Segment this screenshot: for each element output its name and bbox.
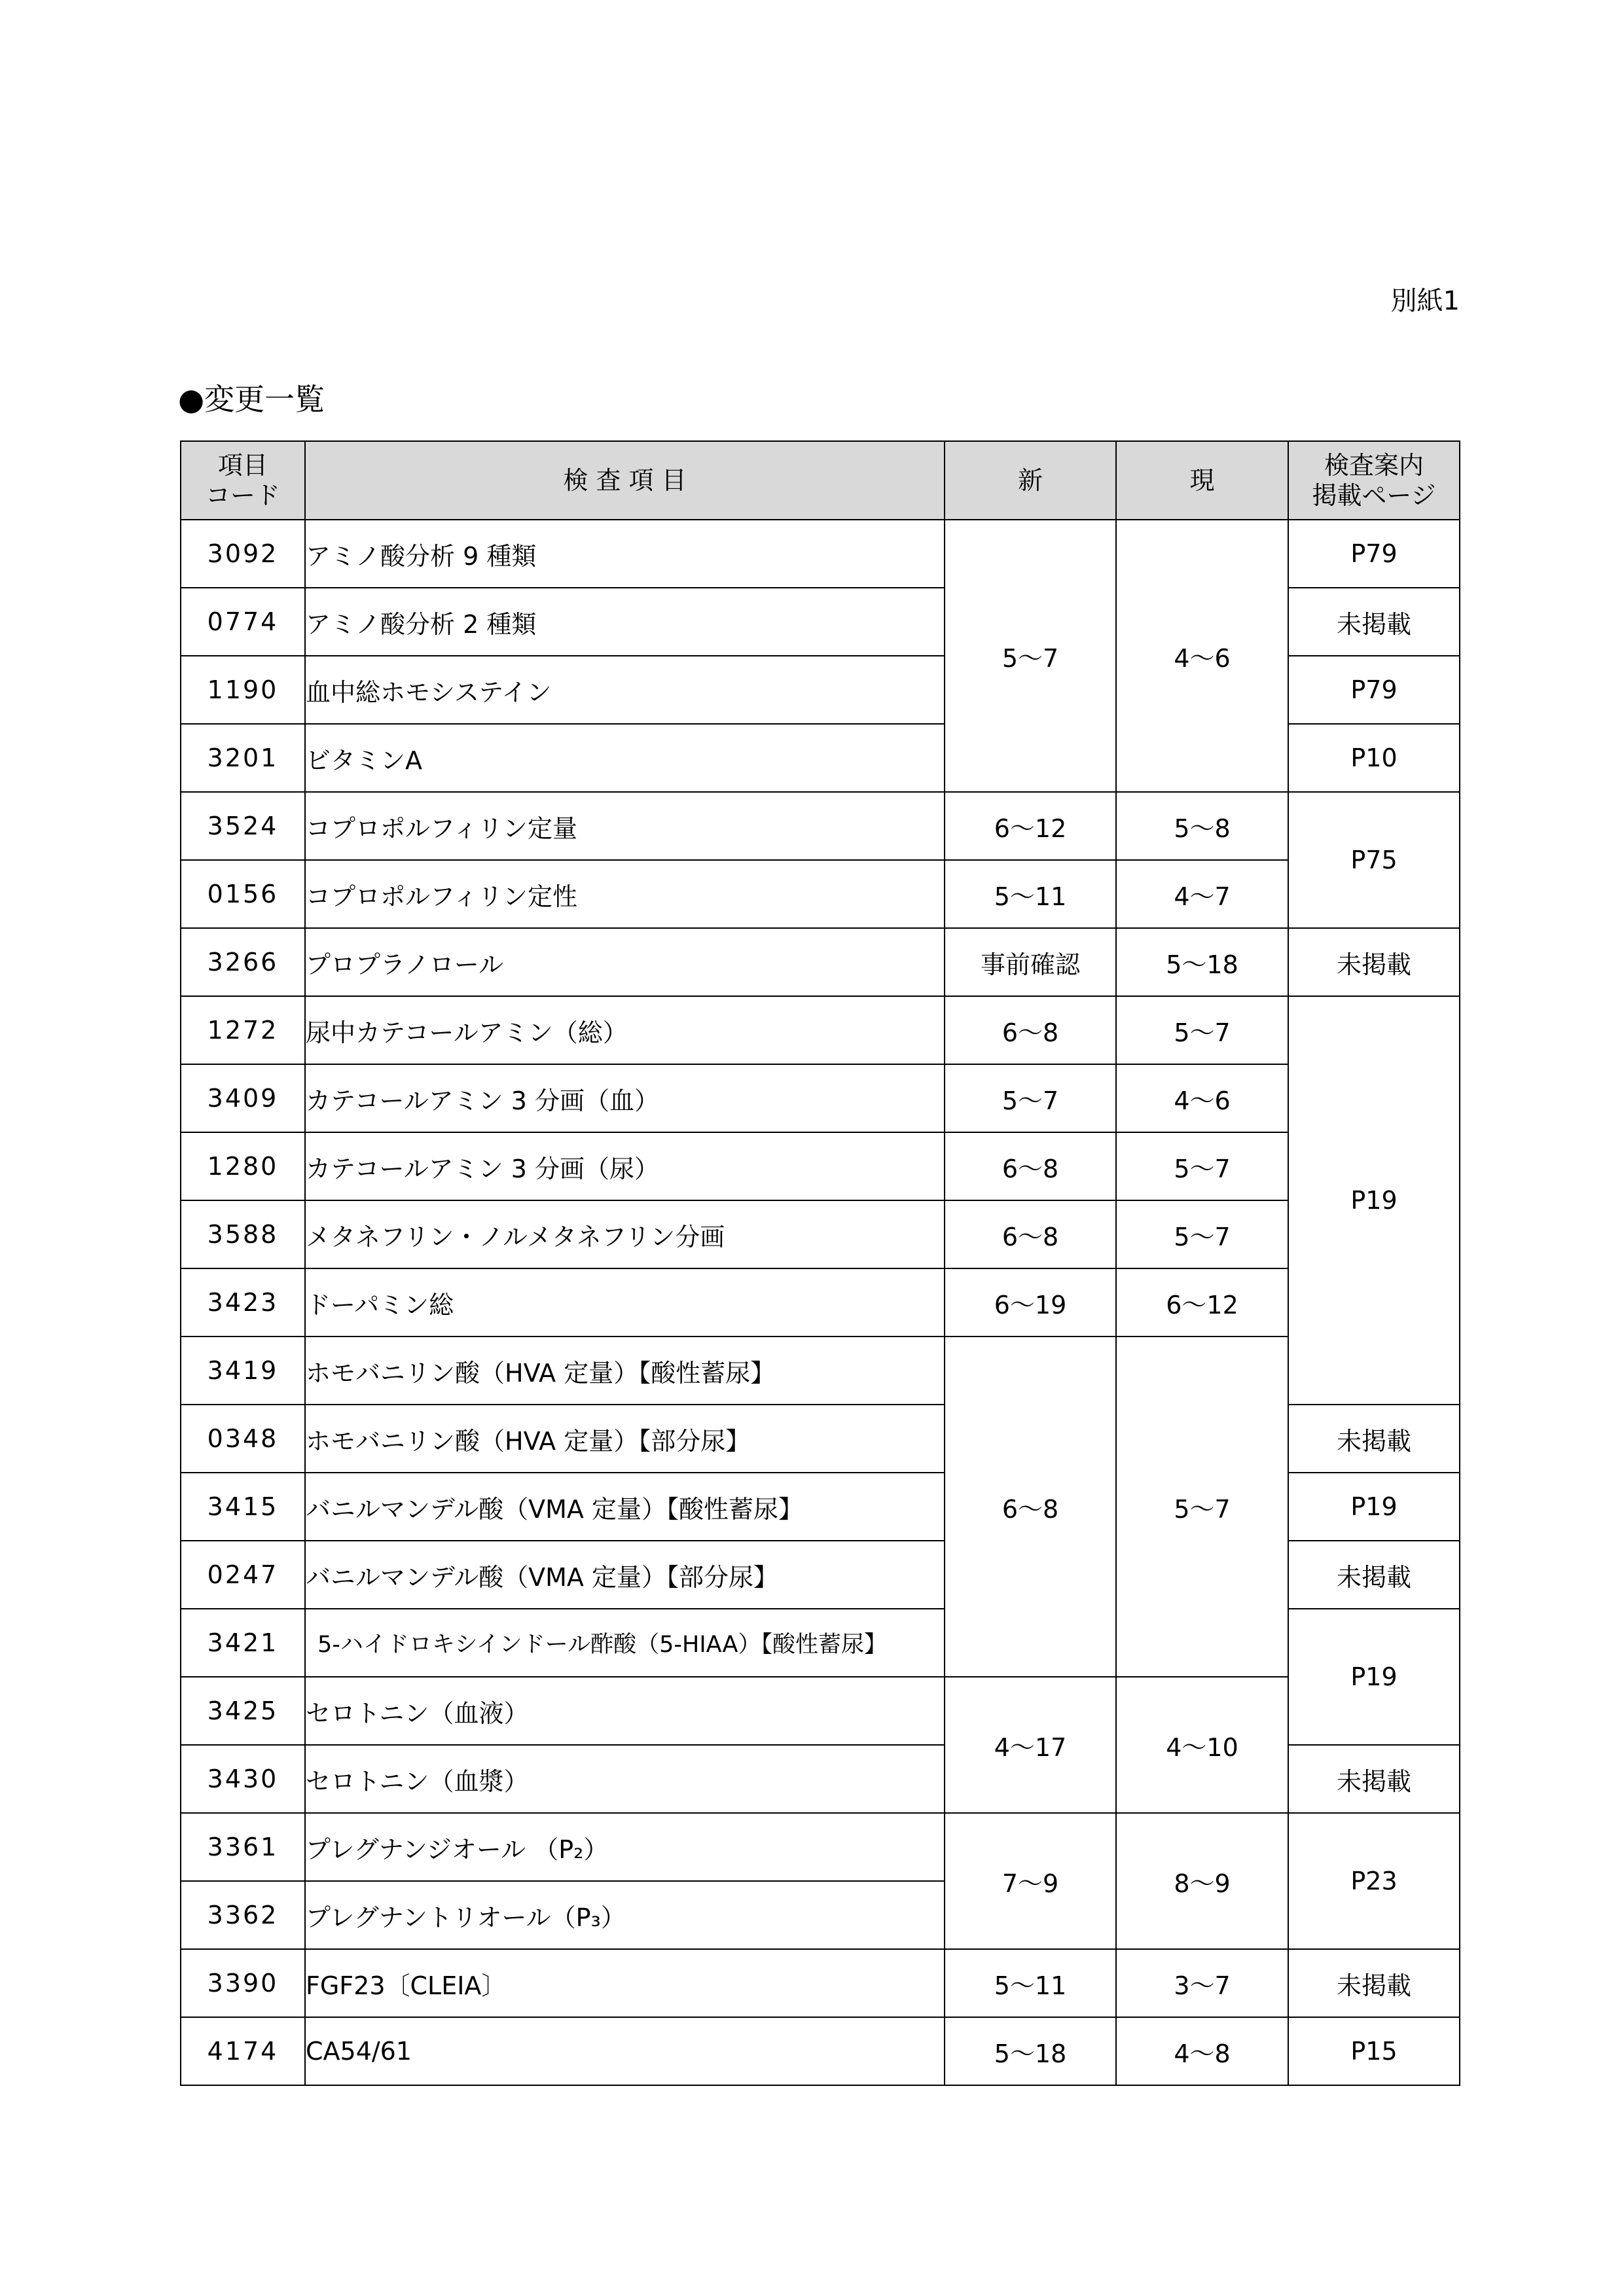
row-name: バニルマンデル酸（VMA 定量）【部分尿】 [305,1541,945,1609]
header-new: 新 [945,441,1116,520]
row-name: 血中総ホモシステイン [305,656,945,724]
row-name: CA54/61 [305,2017,945,2085]
row-new: 6～8 [945,1200,1116,1268]
row-code: 3588 [181,1200,305,1268]
row-name: プロプラノロール [305,928,945,996]
row-name: ホモバニリン酸（HVA 定量）【部分尿】 [305,1405,945,1473]
row-name: FGF23〔CLEIA〕 [305,1949,945,2017]
table-row [181,520,1460,588]
header-item: 検 査 項 目 [305,441,945,520]
table-row [181,1200,1460,1268]
table-row [181,1064,1460,1132]
row-new: 6～8 [945,1336,1116,1677]
row-current: 4～8 [1116,2017,1288,2085]
row-page: 未掲載 [1288,1405,1460,1473]
row-name: プレグナンジオール （P₂） [305,1813,945,1881]
table-row [181,1132,1460,1200]
row-name: ドーパミン総 [305,1268,945,1336]
row-page: 未掲載 [1288,1745,1460,1813]
row-current: 5～18 [1116,928,1288,996]
row-new: 5～18 [945,2017,1116,2085]
row-new: 事前確認 [945,928,1116,996]
row-new: 6～8 [945,1132,1116,1200]
row-name: プレグナントリオール（P₃） [305,1881,945,1949]
row-name: アミノ酸分析 9 種類 [305,520,945,588]
header-current: 現 [1116,441,1288,520]
row-code: 3419 [181,1336,305,1405]
table-row [181,792,1460,860]
row-code: 0247 [181,1541,305,1609]
row-name: セロトニン（血漿） [305,1745,945,1813]
row-new: 5～11 [945,860,1116,928]
row-page: 未掲載 [1288,1949,1460,2017]
table-row [181,860,1460,928]
header-page: 検査案内 掲載ページ [1288,441,1460,520]
row-code: 3423 [181,1268,305,1336]
row-new: 4～17 [945,1677,1116,1813]
row-current: 5～7 [1116,996,1288,1064]
row-new: 5～7 [945,1064,1116,1132]
row-code: 3421 [181,1609,305,1677]
row-current: 4～7 [1116,860,1288,928]
row-code: 0156 [181,860,305,928]
row-name: バニルマンデル酸（VMA 定量）【酸性蓄尿】 [305,1473,945,1541]
row-name: ホモバニリン酸（HVA 定量）【酸性蓄尿】 [305,1336,945,1405]
row-page: P79 [1288,520,1460,588]
table-row [181,1268,1460,1336]
table-row [181,1677,1460,1745]
row-name: コプロポルフィリン定性 [305,860,945,928]
row-name: 尿中カテコールアミン（総） [305,996,945,1064]
row-page: P19 [1288,996,1460,1405]
row-code: 1190 [181,656,305,724]
row-current: 5～7 [1116,1132,1288,1200]
row-name: ビタミンA [305,724,945,792]
row-page: P75 [1288,792,1460,928]
row-page: P15 [1288,2017,1460,2085]
row-page: P19 [1288,1609,1460,1745]
table-row [181,996,1460,1064]
row-name: アミノ酸分析 2 種類 [305,588,945,656]
row-code: 3092 [181,520,305,588]
row-name: メタネフリン・ノルメタネフリン分画 [305,1200,945,1268]
row-current: 5～7 [1116,1336,1288,1677]
row-current: 4～6 [1116,1064,1288,1132]
row-new: 5～7 [945,520,1116,792]
row-page: P19 [1288,1473,1460,1541]
row-current: 4～10 [1116,1677,1288,1813]
row-code: 3409 [181,1064,305,1132]
row-current: 4～6 [1116,520,1288,792]
row-code: 3266 [181,928,305,996]
row-code: 3425 [181,1677,305,1745]
table-row [181,928,1460,996]
row-name: カテコールアミン 3 分画（血） [305,1064,945,1132]
row-new: 6～12 [945,792,1116,860]
row-code: 3361 [181,1813,305,1881]
attachment-label: 別紙1 [1390,286,1460,316]
section-title: ●変更一覧 [178,382,325,417]
table-row [181,2017,1460,2085]
row-name: コプロポルフィリン定量 [305,792,945,860]
row-page: 未掲載 [1288,928,1460,996]
row-code: 4174 [181,2017,305,2085]
row-current: 6～12 [1116,1268,1288,1336]
row-page: 未掲載 [1288,1541,1460,1609]
header-code: 項目 コード [181,441,305,520]
row-code: 3430 [181,1745,305,1813]
row-code: 3201 [181,724,305,792]
change-list-table [180,440,1460,2086]
table-row [181,1813,1460,1881]
row-current: 3～7 [1116,1949,1288,2017]
row-name: カテコールアミン 3 分画（尿） [305,1132,945,1200]
row-new: 6～8 [945,996,1116,1064]
row-code: 3415 [181,1473,305,1541]
row-code: 1272 [181,996,305,1064]
row-name: 5-ハイドロキシインドール酢酸（5-HIAA）【酸性蓄尿】 [305,1609,945,1677]
row-name: セロトニン（血液） [305,1677,945,1745]
row-code: 0774 [181,588,305,656]
row-current: 8～9 [1116,1813,1288,1949]
row-page: P23 [1288,1813,1460,1949]
row-current: 5～8 [1116,792,1288,860]
row-page: P10 [1288,724,1460,792]
row-current: 5～7 [1116,1200,1288,1268]
row-code: 1280 [181,1132,305,1200]
row-new: 7～9 [945,1813,1116,1949]
row-page: 未掲載 [1288,588,1460,656]
header-row [181,441,1460,520]
table-row [181,1949,1460,2017]
row-new: 6～19 [945,1268,1116,1336]
row-page: P79 [1288,656,1460,724]
row-code: 3390 [181,1949,305,2017]
row-code: 3524 [181,792,305,860]
row-code: 0348 [181,1405,305,1473]
row-new: 5～11 [945,1949,1116,2017]
row-code: 3362 [181,1881,305,1949]
table-row [181,1336,1460,1405]
